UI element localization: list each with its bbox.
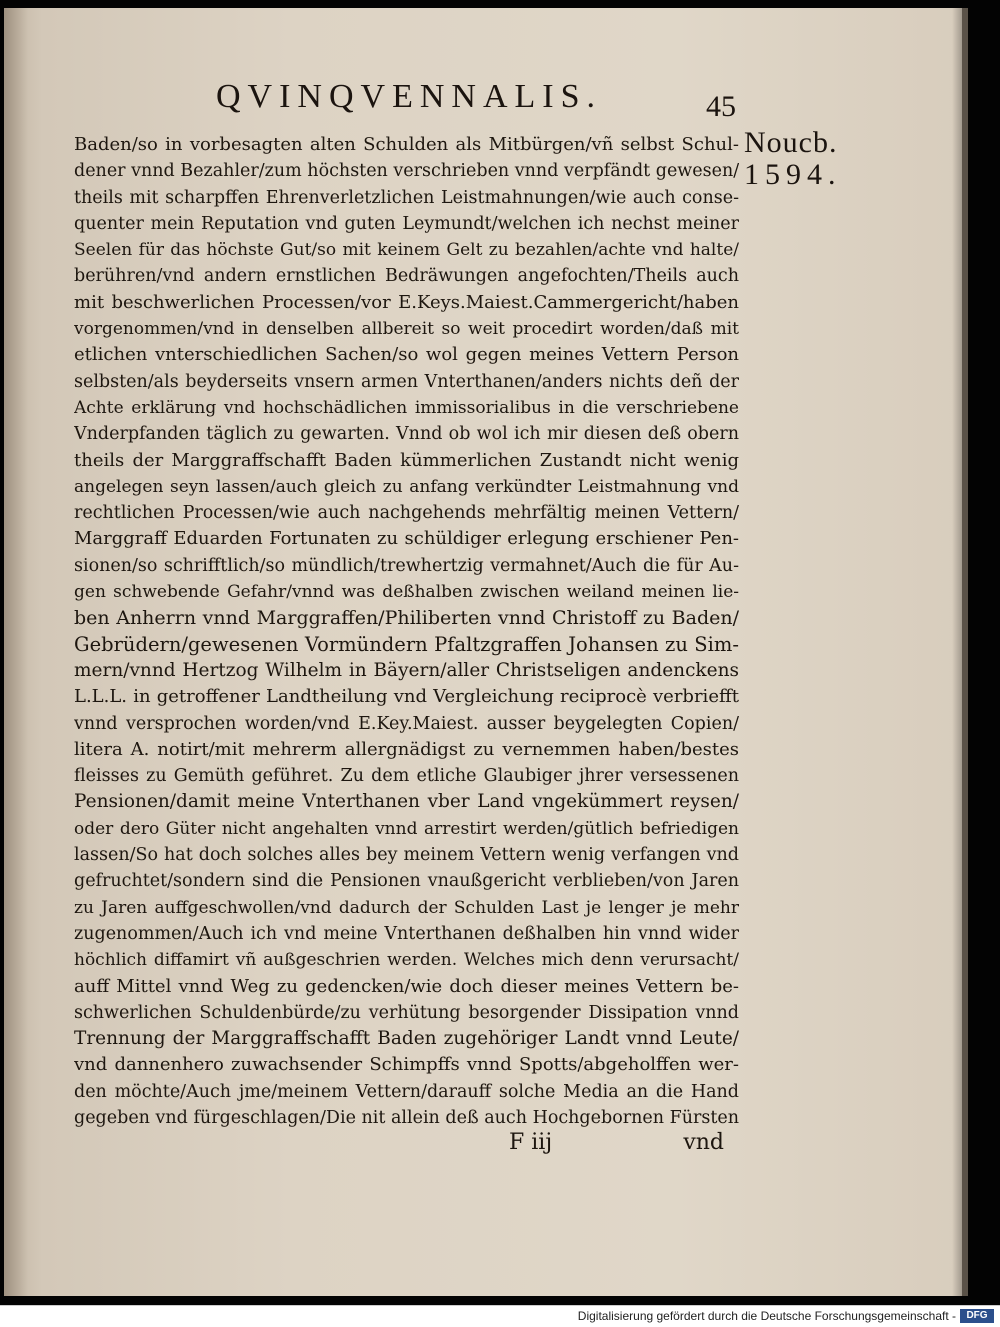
text-line: Baden/so in vorbesagten alten Schulden als Mitbürgen/vñ selbst Schul- bbox=[74, 134, 739, 155]
text-line: theils mit scharpffen Ehrenverletzlichen Leistmahnungen/wie auch conse- bbox=[74, 187, 739, 208]
page-number: 45 bbox=[706, 90, 736, 123]
text-line: fleisses zu Gemüth geführet. Zu dem etliche Glaubiger jhrer versessenen bbox=[74, 766, 739, 787]
text-line: sionen/so schrifftlich/so mündlich/trewhertzig vermahnet/Auch die für Au- bbox=[74, 555, 739, 576]
text-line: Pensionen/damit meine Vnterthanen vber Land vngekümmert reysen/ bbox=[74, 791, 739, 813]
text-line: vnd dannenhero zuwachsender Schimpffs vnnd Spotts/abgeholffen wer- bbox=[74, 1054, 739, 1076]
text-line: zugenommen/Auch ich vnd meine Vnterthanen deßhalben hin vnnd wider bbox=[74, 923, 739, 944]
text-line: lassen/So hat doch solches alles bey meinem Vettern wenig verfangen vnd bbox=[74, 845, 739, 866]
text-line: Vnderpfanden täglich zu gewarten. Vnnd ob wol ich mir diesen deß obern bbox=[74, 424, 739, 445]
text-line: Achte erklärung vnd hochschädlichen immissorialibus in die verschriebene bbox=[74, 397, 739, 418]
text-line: Gebrüdern/gewesenen Vormündern Pfaltzgraffen Johansen zu Sim- bbox=[74, 632, 739, 656]
body-text bbox=[74, 132, 739, 1131]
text-line: mern/vnnd Hertzog Wilhelm in Bäyern/aller Christseligen andenckens bbox=[74, 659, 739, 681]
text-line: mit beschwerlichen Processen/vor E.Keys.Maiest.Cammergericht/haben bbox=[74, 291, 739, 313]
funding-credit: Digitalisierung gefördert durch die Deutsche Forschungsgemeinschaft - bbox=[577, 1309, 956, 1323]
text-line: Trennung der Marggraffschafft Baden zugehöriger Landt vnnd Leute/ bbox=[74, 1028, 739, 1050]
text-line: angelegen seyn lassen/auch gleich zu anfang verkündter Leistmahnung vnd bbox=[74, 476, 739, 497]
footer-bar bbox=[0, 1305, 1000, 1327]
text-line: dener vnnd Bezahler/zum höchsten verschrieben vnnd verpfändt gewesen/ bbox=[74, 161, 739, 182]
text-line: gegeben vnd fürgeschlagen/Die nit allein deß auch Hochgebornen Fürsten bbox=[74, 1107, 739, 1128]
text-line: auff Mittel vnnd Weg zu gedencken/wie doch dieser meines Vettern be- bbox=[74, 975, 739, 997]
running-head: QVINQVENNALIS. bbox=[216, 78, 603, 115]
text-line: den möchte/Auch jme/meinem Vettern/darauff solche Media an die Hand bbox=[74, 1081, 739, 1102]
text-line: oder dero Güter nicht angehalten vnnd arrestirt werden/gütlich befriedigen bbox=[74, 818, 739, 839]
text-line: vnnd versprochen worden/vnd E.Key.Maiest. ausser beygelegten Copien/ bbox=[74, 713, 739, 734]
text-line: theils der Marggraffschafft Baden kümmerlichen Zustandt nicht wenig bbox=[74, 449, 739, 471]
text-line: höchlich diffamirt vñ außgeschrien werden. Welches mich denn verursacht/ bbox=[74, 950, 739, 971]
margin-note-year: 1594. bbox=[744, 158, 842, 191]
text-line: rechtlichen Processen/wie auch nachgehends mehrfältig meinen Vettern/ bbox=[74, 503, 739, 524]
signature-mark: F iij bbox=[509, 1130, 553, 1155]
text-line: gefruchtet/sondern sind die Pensionen vnaußgericht verblieben/von Jaren bbox=[74, 871, 739, 892]
text-line: gen schwebende Gefahr/vnnd was deßhalben zwischen weiland meinen lie- bbox=[74, 582, 739, 603]
text-line: L.L.L. in getroffener Landtheilung vnd Vergleichung reciprocè verbriefft bbox=[74, 686, 739, 708]
text-line: litera A. notirt/mit mehrerm allergnädigst zu vernemmen haben/bestes bbox=[74, 738, 739, 760]
margin-note-month: Noucb. bbox=[744, 126, 838, 159]
text-line: berühren/vnd andern ernstlichen Bedräwungen angefochten/Theils auch bbox=[74, 266, 739, 287]
text-line: etlichen vnterschiedlichen Sachen/so wol gegen meines Vettern Person bbox=[74, 344, 739, 366]
scanned-page bbox=[4, 8, 968, 1296]
text-line: Seelen für das höchste Gut/so mit keinem Gelt zu bezahlen/achte vnd halte/ bbox=[74, 240, 739, 261]
text-line: schwerlichen Schuldenbürde/zu verhütung besorgender Dissipation vnnd bbox=[74, 1002, 739, 1023]
text-line: Marggraff Eduarden Fortunaten zu schüldiger erlegung erschiener Pen- bbox=[74, 528, 739, 550]
catchword: vnd bbox=[683, 1130, 724, 1155]
text-line: ben Anherrn vnnd Marggraffen/Philiberten vnnd Christoff zu Baden/ bbox=[74, 607, 739, 630]
dfg-logo: DFG bbox=[960, 1309, 994, 1323]
text-line: vorgenommen/vnd in denselben allbereit so weit procedirt worden/daß mit bbox=[74, 319, 739, 340]
text-line: zu Jaren auffgeschwollen/vnd dadurch der Schulden Last je lenger je mehr bbox=[74, 897, 739, 918]
catch-line bbox=[509, 1130, 724, 1155]
text-line: selbsten/als beyderseits vnsern armen Vnterthanen/anders nichts deñ der bbox=[74, 371, 739, 392]
text-line: quenter mein Reputation vnd guten Leymundt/welchen ich nechst meiner bbox=[74, 213, 739, 234]
